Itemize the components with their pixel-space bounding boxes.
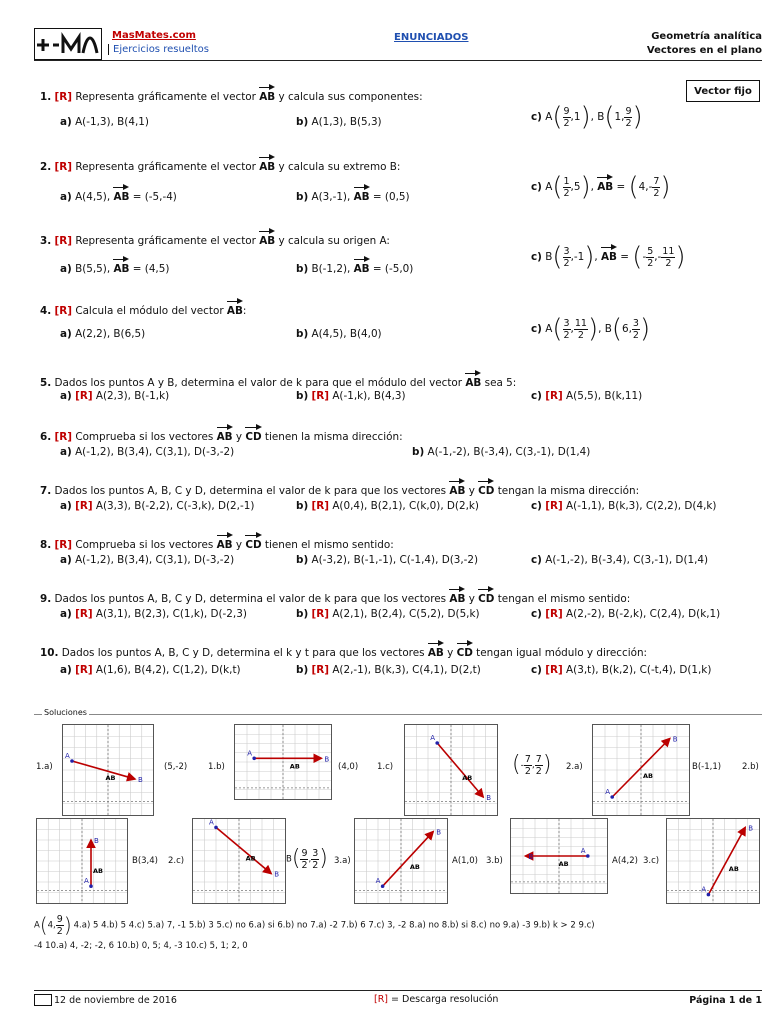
svg-text:AB: AB [643,771,653,780]
svg-text:AB: AB [245,854,256,863]
svg-text:AB: AB [462,774,473,782]
q2-option-c: c) A( $\frac{1}{2}$ ,5), AB = (4,- $\frac{7}{2}$ ) [531,172,671,202]
solutions-divider [34,708,762,717]
q1-option-b: b) A(1,3), B(5,3) [296,116,382,128]
footer-date: 12 de noviembre de 2016 [54,995,177,1006]
q4-option-a: a) A(2,2), B(6,5) [60,328,146,340]
svg-text:AB: AB [558,860,569,868]
q8-option-c: c) A(-1,-2), B(-3,4), C(3,-1), D(1,4) [531,554,709,566]
topic-title: Geometría analítica [651,31,762,42]
q-text: Representa gráficamente el vector [75,91,256,103]
svg-text:AB: AB [105,774,116,782]
q5-option-a: a) [R] A(2,3), B(-1,k) [60,390,170,402]
page-header [34,28,762,61]
page-number: Página 1 de 1 [689,995,762,1006]
q2-option-a: a) A(4,5), AB = (-5,-4) [60,184,177,203]
resolution-link[interactable]: [R] [54,91,72,103]
question-3: 3. [R] Representa gráficamente el vector AB y calcula su origen A: [40,228,390,247]
question-6: 6. [R] Comprueba si los vectores AB y CD tienen la misma dirección: [40,424,403,443]
q7-option-a: a) [R] A(3,3), B(-2,2), C(-3,k), D(2,-1) [60,500,255,512]
vector-ab: AB [259,154,275,173]
q6-option-a: a) A(-1,2), B(3,4), C(3,1), D(-3,-2) [60,446,235,458]
site-name[interactable]: MasMates.com [112,30,196,41]
q5-option-c: c) [R] A(5,5), B(k,11) [531,390,643,402]
svg-text:AB: AB [93,867,103,876]
svg-text:B: B [324,755,330,764]
svg-text:AB: AB [728,865,739,873]
resolution-link[interactable]: [R] [54,161,72,173]
topic-subtitle: Vectores en el plano [646,45,762,56]
vector-graph [234,724,332,800]
question-1 [40,84,423,103]
sol-label: 3.c) [643,856,660,866]
sol-value-2c: B( $\frac{9}{2}$ , $\frac{3}{2}$ ) [286,846,328,871]
sol-value: B(-1,1) [692,762,722,772]
q4-option-b: b) A(4,5), B(4,0) [296,328,382,340]
q9-option-b: b) [R] A(2,1), B(2,4), C(5,2), D(5,k) [296,608,480,620]
sol-label: 2.c) [168,856,185,866]
svg-text:B: B [748,824,754,833]
vector-graph [592,724,690,816]
svg-text:B: B [94,837,99,845]
svg-text:B: B [672,735,678,744]
q3-option-b: b) B(-1,2), AB = (-5,0) [296,256,413,275]
q1-option-c: c) A( $\frac{9}{2}$ ,1), B(1, $\frac{9}{2}$ ) [531,102,643,132]
question-10: 10. Dados los puntos A, B, C y D, determina el k y t para que los vectores AB y CD tengan igual módulo y dirección: [40,640,647,659]
q6-option-b: b) A(-1,-2), B(-3,4), C(3,-1), D(1,4) [412,446,591,458]
vector-ab: AB [259,84,275,103]
sol-label: 3.b) [486,856,503,866]
q10-option-c: c) [R] A(3,t), B(k,2), C(-t,4), D(1,k) [531,664,712,676]
sol-value-1c: (- $\frac{7}{2}$ , $\frac{7}{2}$ ) [512,752,552,777]
q2-option-b: b) A(3,-1), AB = (0,5) [296,184,410,203]
q10-option-b: b) [R] A(2,-1), B(k,3), C(4,1), D(2,t) [296,664,481,676]
resolution-link[interactable]: [R] [54,235,72,247]
section-title[interactable]: ENUNCIADOS [394,32,469,43]
q4-option-c: c) A( $\frac{3}{2}$ , $\frac{11}{2}$ ), B(6, $\frac{3}{2}$ ) [531,314,651,344]
svg-text:A: A [65,752,70,760]
site-subtitle: Ejercicios resueltos [108,44,209,55]
sol-value: (4,0) [338,762,359,772]
sol-label: 2.a) [566,762,583,772]
q5-option-b: b) [R] A(-1,k), B(4,3) [296,390,406,402]
svg-text:B: B [528,853,534,861]
sol-label: 3.a) [334,856,351,866]
vector-graph [510,818,608,894]
resolution-link[interactable]: [R] [54,305,72,317]
resolution-link[interactable]: [R] [54,431,72,443]
q9-option-c: c) [R] A(2,-2), B(-2,k), C(2,4), D(k,1) [531,608,721,620]
sol-value: A(1,0) [452,856,478,866]
question-4: 4. [R] Calcula el módulo del vector AB: [40,298,246,317]
q3-option-a: a) B(5,5), AB = (4,5) [60,256,169,275]
question-5: 5. Dados los puntos A y B, determina el valor de k para que el módulo del vector AB sea 5: [40,370,516,389]
svg-text:A: A [84,877,89,886]
numeric-answers: A(4, $\frac{9}{2}$ ) 4.a) 5 4.b) 5 4.c) 5.a) 7, -1 5.b) 3 5.c) no 6.a) si 6.b) no 7.a) -2 7.b) 6 7.c) 3, -2 8.a) no 8.b) si 8.c) no 9.a) -3 9.b) k > 2 9.c) -4 10.a) 4, -2; -2, 6 10.b) 0, 5; 4, -3 10.c) 5, 1; 2, 0 [34,912,762,954]
svg-text:AB: AB [289,762,300,771]
sol-value: (5,-2) [164,762,188,772]
svg-text:B: B [436,828,442,837]
svg-text:A: A [209,818,214,827]
page-footer [34,990,762,1006]
masmates-logo [34,28,102,60]
svg-text:AB: AB [409,862,420,871]
vector-graph [192,818,286,904]
q7-option-b: b) [R] A(0,4), B(2,1), C(k,0), D(2,k) [296,500,479,512]
vector-graph [354,818,448,904]
svg-text:A: A [430,734,435,742]
vector-graph [666,818,760,904]
vector-graph [36,818,128,904]
q3-option-c: c) B( $\frac{3}{2}$ ,-1), AB = (- $\frac{5}{2}$ ,- $\frac{11}{2}$ ) [531,242,686,272]
sol-label: 1.c) [377,762,394,772]
sol-value: A(4,2) [612,856,638,866]
sol-label: 1.b) [208,762,225,772]
answers-line-2: -4 10.a) 4, -2; -2, 6 10.b) 0, 5; 4, -3 10.c) 5, 1; 2, 0 [34,941,248,951]
q1-option-a: a) A(-1,3), B(4,1) [60,116,149,128]
footer-legend: [R] = Descarga resolución [374,994,499,1005]
vector-fijo-badge: Vector fijo [686,80,760,102]
q7-option-c: c) [R] A(-1,1), B(k,3), C(2,2), D(4,k) [531,500,717,512]
q10-option-a: a) [R] A(1,6), B(4,2), C(1,2), D(k,t) [60,664,241,676]
question-8: 8. [R] Comprueba si los vectores AB y CD tienen el mismo sentido: [40,532,394,551]
sol-label: 2.b) [742,762,759,772]
q-text: y calcula sus componentes: [278,91,423,103]
svg-text:A: A [247,749,252,758]
svg-text:B: B [486,794,492,802]
q8-option-a: a) A(-1,2), B(3,4), C(3,1), D(-3,-2) [60,554,235,566]
svg-text:A: A [701,885,707,894]
svg-text:A: A [375,877,381,886]
sol-label: 1.a) [36,762,53,772]
vector-graph [404,724,498,816]
topic-titles [647,30,762,58]
q9-option-a: a) [R] A(3,1), B(2,3), C(1,k), D(-2,3) [60,608,247,620]
question-2: 2. [R] Representa gráficamente el vector AB y calcula su extremo B: [40,154,400,173]
question-7: 7. Dados los puntos A, B, C y D, determina el valor de k para que los vectores AB y CD tengan la misma dirección: [40,478,639,497]
svg-text:B: B [274,870,280,879]
q8-option-b: b) A(-3,2), B(-1,-1), C(-1,4), D(3,-2) [296,554,479,566]
footer-logo [34,994,52,1006]
svg-text:A: A [580,847,586,855]
svg-text:B: B [138,776,143,784]
vector-graph [62,724,154,816]
solutions-header: Soluciones [44,708,87,717]
sol-value: B(3,4) [132,856,158,866]
svg-text:A: A [605,788,610,796]
question-9: 9. Dados los puntos A, B, C y D, determina el valor de k para que los vectores AB y CD tengan el mismo sentido: [40,586,630,605]
resolution-link[interactable]: [R] [54,539,72,551]
q-number: 1. [40,91,52,103]
answers-line-1: 4.a) 5 4.b) 5 4.c) 5.a) 7, -1 5.b) 3 5.c) no 6.a) si 6.b) no 7.a) -2 7.b) 6 7.c) 3, -2 8.a) no 8.b) si 8.c) no 9.a) -3 9.b) k > 2 9.c) [73,920,595,931]
